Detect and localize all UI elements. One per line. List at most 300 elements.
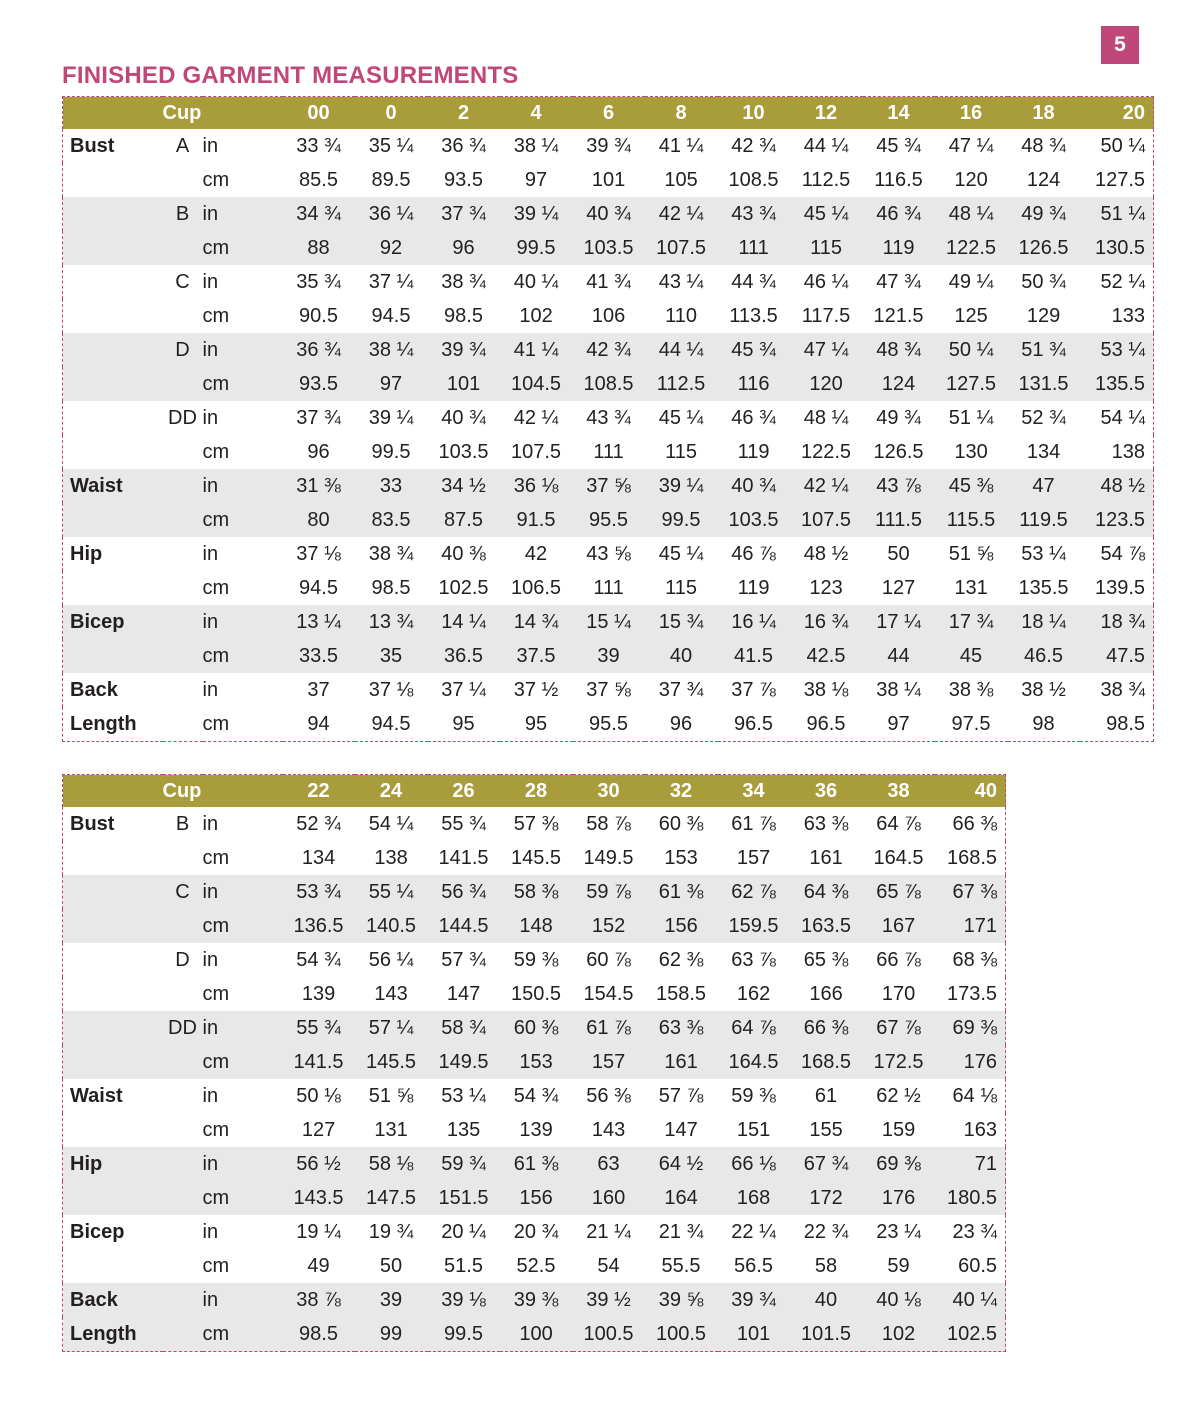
measurement-value: 151 — [736, 1118, 771, 1141]
measurement-name — [63, 639, 163, 673]
measurement-value: 154.5 — [583, 982, 634, 1005]
measurement-value: 38 ¾ — [368, 542, 414, 565]
measurement-name — [63, 1249, 163, 1283]
cup-header: Cup — [162, 779, 202, 802]
measurement-value: 123.5 — [1094, 508, 1146, 531]
table-row — [63, 943, 1006, 977]
measurement-value: 17 ¼ — [876, 610, 921, 633]
measurement-name — [63, 977, 163, 1011]
measurement-value: 36.5 — [444, 644, 483, 667]
measurement-value: 116 — [737, 372, 770, 395]
measurement-value: 59 — [887, 1254, 910, 1277]
table-row — [63, 605, 1154, 639]
unit-label: cm — [202, 1118, 230, 1141]
measurement-name: Back — [70, 1288, 118, 1311]
cup-size — [163, 299, 203, 333]
measurement-value: 58 — [814, 1254, 838, 1277]
measurement-value: 41 ¾ — [586, 270, 631, 293]
measurement-value: 101.5 — [800, 1322, 852, 1345]
measurement-value: 95 — [452, 712, 475, 735]
measurement-value: 61 ⅞ — [731, 812, 776, 835]
measurement-value: 38 ¼ — [513, 134, 559, 157]
measurement-value: 52 ¼ — [1100, 270, 1146, 293]
measurement-value: 102 — [519, 304, 553, 327]
measurement-value: 58 ⅜ — [513, 880, 559, 903]
measurement-value: 67 ⅜ — [952, 880, 998, 903]
measurement-value: 143.5 — [293, 1186, 344, 1209]
measurement-value: 64 ⅞ — [876, 812, 921, 835]
cup-size — [163, 1045, 203, 1079]
measurement-value: 138 — [374, 846, 408, 869]
measurement-value: 99.5 — [661, 508, 701, 531]
unit-label: cm — [202, 440, 230, 463]
measurement-value: 151.5 — [438, 1186, 489, 1209]
measurement-value: 19 ¼ — [296, 1220, 341, 1243]
table-row — [63, 503, 1154, 537]
cup-size — [163, 673, 203, 707]
measurement-value: 50 ¾ — [1021, 270, 1066, 293]
measurement-value: 150.5 — [510, 982, 562, 1005]
unit-label: in — [202, 678, 219, 701]
measurement-value: 43 ¼ — [658, 270, 704, 293]
measurement-value: 37 ¾ — [658, 678, 704, 701]
measurement-value: 21 ¾ — [658, 1220, 704, 1243]
measurement-value: 60.5 — [958, 1254, 998, 1277]
measurement-name — [63, 333, 163, 367]
size-header: 28 — [524, 779, 548, 802]
measurement-value: 34 ½ — [441, 474, 486, 497]
measurement-value: 172 — [809, 1186, 843, 1209]
measurement-value: 141.5 — [293, 1050, 344, 1073]
size-header: 20 — [1122, 101, 1146, 124]
measurement-value: 48 ¾ — [1021, 134, 1066, 157]
measurement-value: 60 ⅜ — [658, 812, 704, 835]
measurement-value: 46 ¾ — [731, 406, 776, 429]
measurement-value: 37 ⅛ — [368, 678, 414, 701]
measurement-value: 38 ⅛ — [803, 678, 849, 701]
cup-size — [163, 1079, 203, 1113]
measurement-value: 171 — [963, 914, 998, 937]
unit-label: in — [202, 474, 219, 497]
table-row — [63, 639, 1154, 673]
size-header: 2 — [457, 101, 470, 124]
measurement-value: 50 — [887, 542, 910, 565]
measurement-value: 34 ¾ — [296, 202, 341, 225]
size-header: 8 — [675, 101, 687, 124]
measurement-value: 37 ⅝ — [586, 474, 631, 497]
measurement-value: 51 ⅝ — [368, 1084, 414, 1107]
cup-size: DD — [168, 1016, 197, 1039]
measurement-value: 61 ⅜ — [658, 880, 704, 903]
measurement-value: 107.5 — [510, 440, 562, 463]
measurement-value: 39 ¼ — [368, 406, 414, 429]
measurement-value: 68 ⅜ — [952, 948, 998, 971]
measurement-value: 20 ¾ — [513, 1220, 559, 1243]
unit-label: in — [202, 134, 219, 157]
measurement-value: 161 — [664, 1050, 698, 1073]
measurement-value: 45 ¼ — [803, 202, 849, 225]
measurement-value: 119.5 — [1019, 508, 1068, 531]
measurement-value: 93.5 — [299, 372, 338, 395]
measurement-value: 47 ¼ — [803, 338, 849, 361]
measurement-value: 45 ¾ — [731, 338, 776, 361]
measurement-name: Back — [70, 678, 118, 701]
measurement-value: 170 — [881, 982, 916, 1005]
measurement-value: 38 ¼ — [876, 678, 921, 701]
size-header: 00 — [307, 101, 330, 124]
cup-size — [163, 841, 203, 875]
cup-size — [163, 571, 203, 605]
measurement-value: 111 — [593, 440, 624, 463]
measurement-value: 94.5 — [371, 304, 411, 327]
measurement-name — [63, 571, 163, 605]
size-header: 36 — [814, 779, 838, 802]
measurement-value: 39 ½ — [586, 1288, 631, 1311]
measurement-value: 71 — [974, 1152, 998, 1175]
measurement-value: 38 ¾ — [441, 270, 486, 293]
measurement-value: 48 ¼ — [803, 406, 849, 429]
measurement-value: 48 ¾ — [876, 338, 921, 361]
measurement-value: 115.5 — [946, 508, 996, 531]
measurement-name — [63, 841, 163, 875]
table-row — [63, 909, 1006, 943]
measurement-value: 57 ¾ — [441, 948, 486, 971]
unit-label: cm — [202, 1254, 230, 1277]
table-row — [63, 435, 1154, 469]
measurement-value: 164 — [664, 1186, 698, 1209]
size-header: 24 — [379, 779, 403, 802]
measurement-value: 44 ¼ — [658, 338, 704, 361]
measurement-value: 119 — [882, 236, 915, 259]
measurement-value: 101 — [446, 372, 481, 395]
measurement-value: 164.5 — [873, 846, 924, 869]
measurement-name — [63, 943, 163, 977]
measurement-value: 43 ¾ — [731, 202, 776, 225]
measurement-value: 106 — [591, 304, 626, 327]
measurement-value: 57 ⅜ — [513, 812, 559, 835]
unit-label: in — [202, 948, 219, 971]
measurement-value: 88 — [307, 236, 330, 259]
measurement-value: 40 — [814, 1288, 838, 1311]
cup-size: C — [175, 270, 190, 293]
unit-label: cm — [202, 168, 230, 191]
measurement-value: 40 ⅛ — [876, 1288, 921, 1311]
measurement-value: 145.5 — [510, 846, 562, 869]
measurement-name: Bicep — [70, 610, 125, 633]
measurement-value: 96 — [669, 712, 693, 735]
measurement-value: 37 ¼ — [368, 270, 414, 293]
cup-size — [163, 367, 203, 401]
measurement-value: 143 — [374, 982, 408, 1005]
unit-label: in — [202, 202, 219, 225]
measurement-value: 94.5 — [299, 576, 338, 599]
measurement-value: 135.5 — [1018, 576, 1069, 599]
measurement-value: 87.5 — [444, 508, 483, 531]
unit-label: in — [202, 1084, 219, 1107]
measurement-value: 107.5 — [655, 236, 707, 259]
unit-label: in — [202, 338, 219, 361]
measurement-value: 97 — [379, 372, 403, 395]
measurement-value: 153 — [664, 846, 698, 869]
measurement-value: 59 ⅞ — [586, 880, 631, 903]
measurement-value: 17 ¾ — [948, 610, 994, 633]
measurement-value: 42 ¼ — [513, 406, 559, 429]
measurement-value: 45 ¼ — [658, 542, 704, 565]
measurement-value: 121.5 — [873, 304, 924, 327]
table-row — [63, 1113, 1006, 1147]
unit-label: in — [202, 610, 219, 633]
measurement-value: 136.5 — [293, 914, 344, 937]
table-row — [63, 1079, 1006, 1113]
table-row — [63, 1147, 1006, 1181]
measurement-value: 37 ¾ — [441, 202, 486, 225]
measurement-value: 95 — [524, 712, 548, 735]
measurement-value: 61 — [814, 1084, 838, 1107]
measurement-value: 13 ¼ — [296, 610, 341, 633]
measurement-value: 93.5 — [444, 168, 483, 191]
measurement-value: 44 ¼ — [803, 134, 849, 157]
measurement-value: 35 — [379, 644, 403, 667]
measurement-value: 166 — [809, 982, 843, 1005]
measurement-name: Waist — [70, 474, 123, 497]
measurement-value: 111.5 — [874, 508, 923, 531]
unit-label: in — [202, 1288, 219, 1311]
measurement-value: 139 — [301, 982, 336, 1005]
unit-label: in — [202, 270, 219, 293]
unit-label: in — [202, 542, 219, 565]
cup-size — [163, 707, 203, 742]
measurement-value: 99.5 — [516, 236, 556, 259]
measurement-value: 43 ⅞ — [876, 474, 921, 497]
measurement-name: Hip — [70, 542, 103, 565]
measurement-value: 31 ⅜ — [296, 474, 341, 497]
measurement-name — [63, 503, 163, 537]
measurement-value: 22 ¼ — [731, 1220, 776, 1243]
measurement-value: 42 ¾ — [731, 134, 776, 157]
measurement-value: 43 ¾ — [586, 406, 631, 429]
measurement-name: Bust — [70, 134, 115, 157]
measurement-value: 52.5 — [516, 1254, 556, 1277]
cup-size — [163, 1147, 203, 1181]
measurement-value: 108.5 — [728, 168, 779, 191]
measurement-value: 14 ¾ — [513, 610, 559, 633]
unit-label: cm — [202, 914, 230, 937]
measurement-value: 134 — [1026, 440, 1061, 463]
measurement-value: 55 ¼ — [368, 880, 414, 903]
measurement-value: 67 ¾ — [803, 1152, 849, 1175]
measurement-value: 23 ¾ — [952, 1220, 998, 1243]
measurement-value: 157 — [591, 1050, 626, 1073]
measurement-value: 37 ⅞ — [731, 678, 776, 701]
measurement-value: 54 ¾ — [296, 948, 341, 971]
measurement-table-large-sizes — [62, 774, 1006, 1352]
unit-label: cm — [202, 1322, 230, 1345]
measurement-value: 122.5 — [945, 236, 997, 259]
measurement-value: 66 ⅜ — [803, 1016, 849, 1039]
measurement-value: 47 — [1032, 474, 1055, 497]
measurement-value: 103.5 — [583, 236, 634, 259]
measurement-value: 37 ⅝ — [586, 678, 631, 701]
measurement-value: 38 ¾ — [1100, 678, 1146, 701]
measurement-value: 50 — [379, 1254, 403, 1277]
measurement-value: 37 ½ — [513, 678, 559, 701]
measurement-value: 124 — [1026, 168, 1061, 191]
table-row — [63, 875, 1006, 909]
measurement-value: 156 — [519, 1186, 553, 1209]
measurement-value: 127 — [881, 576, 916, 599]
measurement-value: 159 — [881, 1118, 916, 1141]
unit-label: cm — [202, 576, 230, 599]
measurement-value: 19 ¾ — [368, 1220, 414, 1243]
measurement-value: 35 ¾ — [296, 270, 341, 293]
measurement-value: 39 ⅜ — [513, 1288, 559, 1311]
measurement-name — [63, 197, 163, 231]
measurement-value: 13 ¾ — [368, 610, 414, 633]
cup-size — [163, 909, 203, 943]
size-header: 32 — [669, 779, 693, 802]
measurement-value: 49 — [307, 1254, 330, 1277]
measurement-name — [63, 435, 163, 469]
measurement-value: 149.5 — [438, 1050, 489, 1073]
unit-label: cm — [202, 508, 230, 531]
table-row — [63, 1283, 1006, 1317]
measurement-value: 60 ⅞ — [586, 948, 631, 971]
measurement-value: 97 — [524, 168, 548, 191]
measurement-value: 106.5 — [510, 576, 562, 599]
table-row — [63, 1045, 1006, 1079]
measurement-value: 57 ⅞ — [658, 1084, 704, 1107]
measurement-value: 159.5 — [728, 914, 779, 937]
measurement-value: 63 ⅜ — [658, 1016, 704, 1039]
measurement-value: 38 ⅞ — [296, 1288, 341, 1311]
measurement-value: 49 ¼ — [948, 270, 994, 293]
measurement-name: Hip — [70, 1152, 103, 1175]
measurement-value: 64 ⅞ — [731, 1016, 776, 1039]
measurement-value: 160 — [591, 1186, 626, 1209]
measurement-value: 98.5 — [299, 1322, 338, 1345]
measurement-value: 122.5 — [800, 440, 852, 463]
cup-size: D — [175, 338, 190, 361]
measurement-value: 35 ¼ — [368, 134, 414, 157]
header-blank — [63, 97, 163, 130]
measurement-value: 143 — [591, 1118, 626, 1141]
measurement-value: 168.5 — [800, 1050, 852, 1073]
measurement-value: 96.5 — [806, 712, 846, 735]
measurement-value: 176 — [881, 1186, 916, 1209]
measurement-value: 168.5 — [946, 846, 998, 869]
measurement-value: 117.5 — [801, 304, 851, 327]
measurement-value: 37.5 — [516, 644, 556, 667]
unit-label: in — [202, 1152, 219, 1175]
measurement-value: 52 ¾ — [1021, 406, 1066, 429]
measurement-value: 39 ¾ — [441, 338, 486, 361]
table-row — [63, 1011, 1006, 1045]
size-header: 30 — [597, 779, 620, 802]
measurement-name — [63, 909, 163, 943]
measurement-value: 39 ¼ — [513, 202, 559, 225]
measurement-value: 16 ¼ — [731, 610, 776, 633]
cup-size — [163, 1113, 203, 1147]
measurement-value: 39 — [379, 1288, 403, 1311]
measurement-value: 36 ¾ — [441, 134, 486, 157]
measurement-name — [63, 231, 163, 265]
measurement-value: 127.5 — [1094, 168, 1146, 191]
measurement-value: 127 — [301, 1118, 336, 1141]
cup-size: B — [175, 202, 190, 225]
measurement-value: 49 ¾ — [1021, 202, 1066, 225]
measurement-value: 157 — [736, 846, 771, 869]
measurement-name — [63, 1181, 163, 1215]
measurement-value: 42 ¾ — [586, 338, 631, 361]
measurement-name — [63, 1045, 163, 1079]
table-row — [63, 231, 1154, 265]
measurement-value: 53 ¼ — [1100, 338, 1146, 361]
measurement-value: 101 — [736, 1322, 771, 1345]
measurement-value: 38 ½ — [1021, 678, 1066, 701]
measurement-value: 46 ¾ — [876, 202, 921, 225]
measurement-value: 18 ¾ — [1100, 610, 1146, 633]
measurement-value: 41 ¼ — [658, 134, 704, 157]
measurement-value: 61 ⅜ — [513, 1152, 559, 1175]
measurement-name: Bicep — [70, 1220, 125, 1243]
cup-size: B — [175, 812, 190, 835]
measurement-value: 39 ¾ — [586, 134, 631, 157]
measurement-value: 20 ¼ — [441, 1220, 486, 1243]
measurement-value: 15 ¼ — [586, 610, 631, 633]
measurement-value: 50 ¼ — [948, 338, 994, 361]
measurement-value: 51 ¼ — [1100, 202, 1146, 225]
measurement-value: 67 ⅞ — [876, 1016, 921, 1039]
measurement-value: 131.5 — [1018, 372, 1069, 395]
measurement-value: 144.5 — [438, 914, 489, 937]
measurement-value: 97 — [887, 712, 910, 735]
measurement-value: 92 — [379, 236, 403, 259]
measurement-value: 99.5 — [371, 440, 411, 463]
measurement-value: 53 ¾ — [296, 880, 341, 903]
measurement-value: 140.5 — [365, 914, 417, 937]
measurement-value: 110 — [665, 304, 697, 327]
measurement-value: 43 ⅝ — [586, 542, 631, 565]
header-row — [63, 775, 1006, 808]
measurement-value: 54 ¼ — [368, 812, 414, 835]
measurement-value: 65 ⅞ — [876, 880, 921, 903]
measurement-value: 53 ¼ — [441, 1084, 486, 1107]
table-row — [63, 163, 1154, 197]
measurement-value: 44 ¾ — [731, 270, 776, 293]
measurement-value: 101 — [591, 168, 626, 191]
measurement-value: 135 — [446, 1118, 481, 1141]
measurement-value: 46 ¼ — [803, 270, 849, 293]
measurement-value: 56 ½ — [296, 1152, 341, 1175]
cup-size: A — [175, 134, 190, 157]
measurement-value: 51 ⅝ — [948, 542, 994, 565]
size-header: 12 — [814, 101, 838, 124]
measurement-name: Length — [70, 1322, 137, 1345]
measurement-value: 66 ⅜ — [952, 812, 998, 835]
measurement-value: 59 ¾ — [441, 1152, 486, 1175]
measurement-value: 42 ¼ — [803, 474, 849, 497]
measurement-value: 130.5 — [1094, 236, 1146, 259]
measurement-value: 127.5 — [945, 372, 997, 395]
unit-label: cm — [202, 846, 230, 869]
measurement-value: 42.5 — [806, 644, 846, 667]
measurement-value: 167 — [881, 914, 916, 937]
measurement-value: 16 ¾ — [803, 610, 849, 633]
measurement-value: 45 ¾ — [876, 134, 921, 157]
measurement-value: 66 ⅛ — [731, 1152, 776, 1175]
cup-size — [163, 469, 203, 503]
measurement-value: 102.5 — [946, 1322, 998, 1345]
